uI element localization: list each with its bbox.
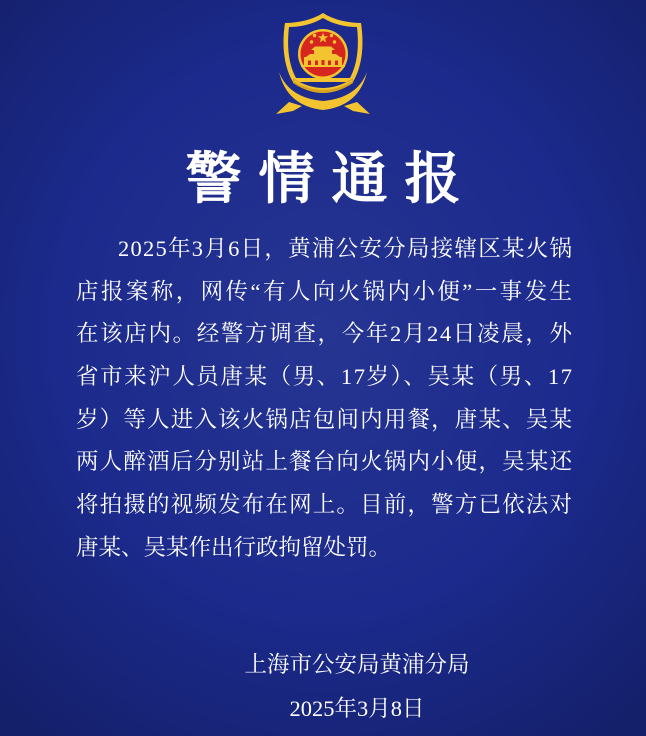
- body-line: [76, 356, 572, 399]
- body-line: [76, 527, 572, 570]
- body-line-text: 在该店内。经警方调查，今年2月24日凌晨，外: [76, 321, 574, 347]
- issue-date: 2025年3月8日: [289, 696, 425, 721]
- body-line-text: 岁）等人进入该火锅店包间内用餐，唐某、吴某: [76, 406, 574, 432]
- body-line: [76, 271, 575, 314]
- body-line: [76, 313, 572, 356]
- notice-title: 警情通报: [185, 149, 478, 211]
- body-line: [76, 228, 572, 271]
- body-line-text: 将拍摄的视频发布在网上。目前，警方已依法对: [76, 492, 574, 518]
- body-line: [76, 484, 572, 527]
- body-line-text: 唐某、吴某作出行政拘留处罚。: [76, 534, 392, 560]
- signature-block: [240, 643, 474, 731]
- body-line-text: 省市来沪人员唐某（男、17岁）、吴某（男、17: [76, 364, 574, 390]
- body-line: [76, 441, 572, 484]
- body-line-text: 两人醉酒后分别站上餐台向火锅内小便，吴某还: [76, 449, 574, 475]
- body-line: [76, 399, 572, 442]
- notice-body: [76, 228, 575, 570]
- body-line-text: 店报案称，网传“有人向火锅内小便”一事发生: [76, 278, 575, 304]
- police-badge-icon: [273, 10, 373, 118]
- body-line-text: 2025年3月6日，黄浦公安分局接辖区某火锅: [118, 236, 574, 261]
- issuing-authority: 上海市公安局黄浦分局: [244, 652, 470, 677]
